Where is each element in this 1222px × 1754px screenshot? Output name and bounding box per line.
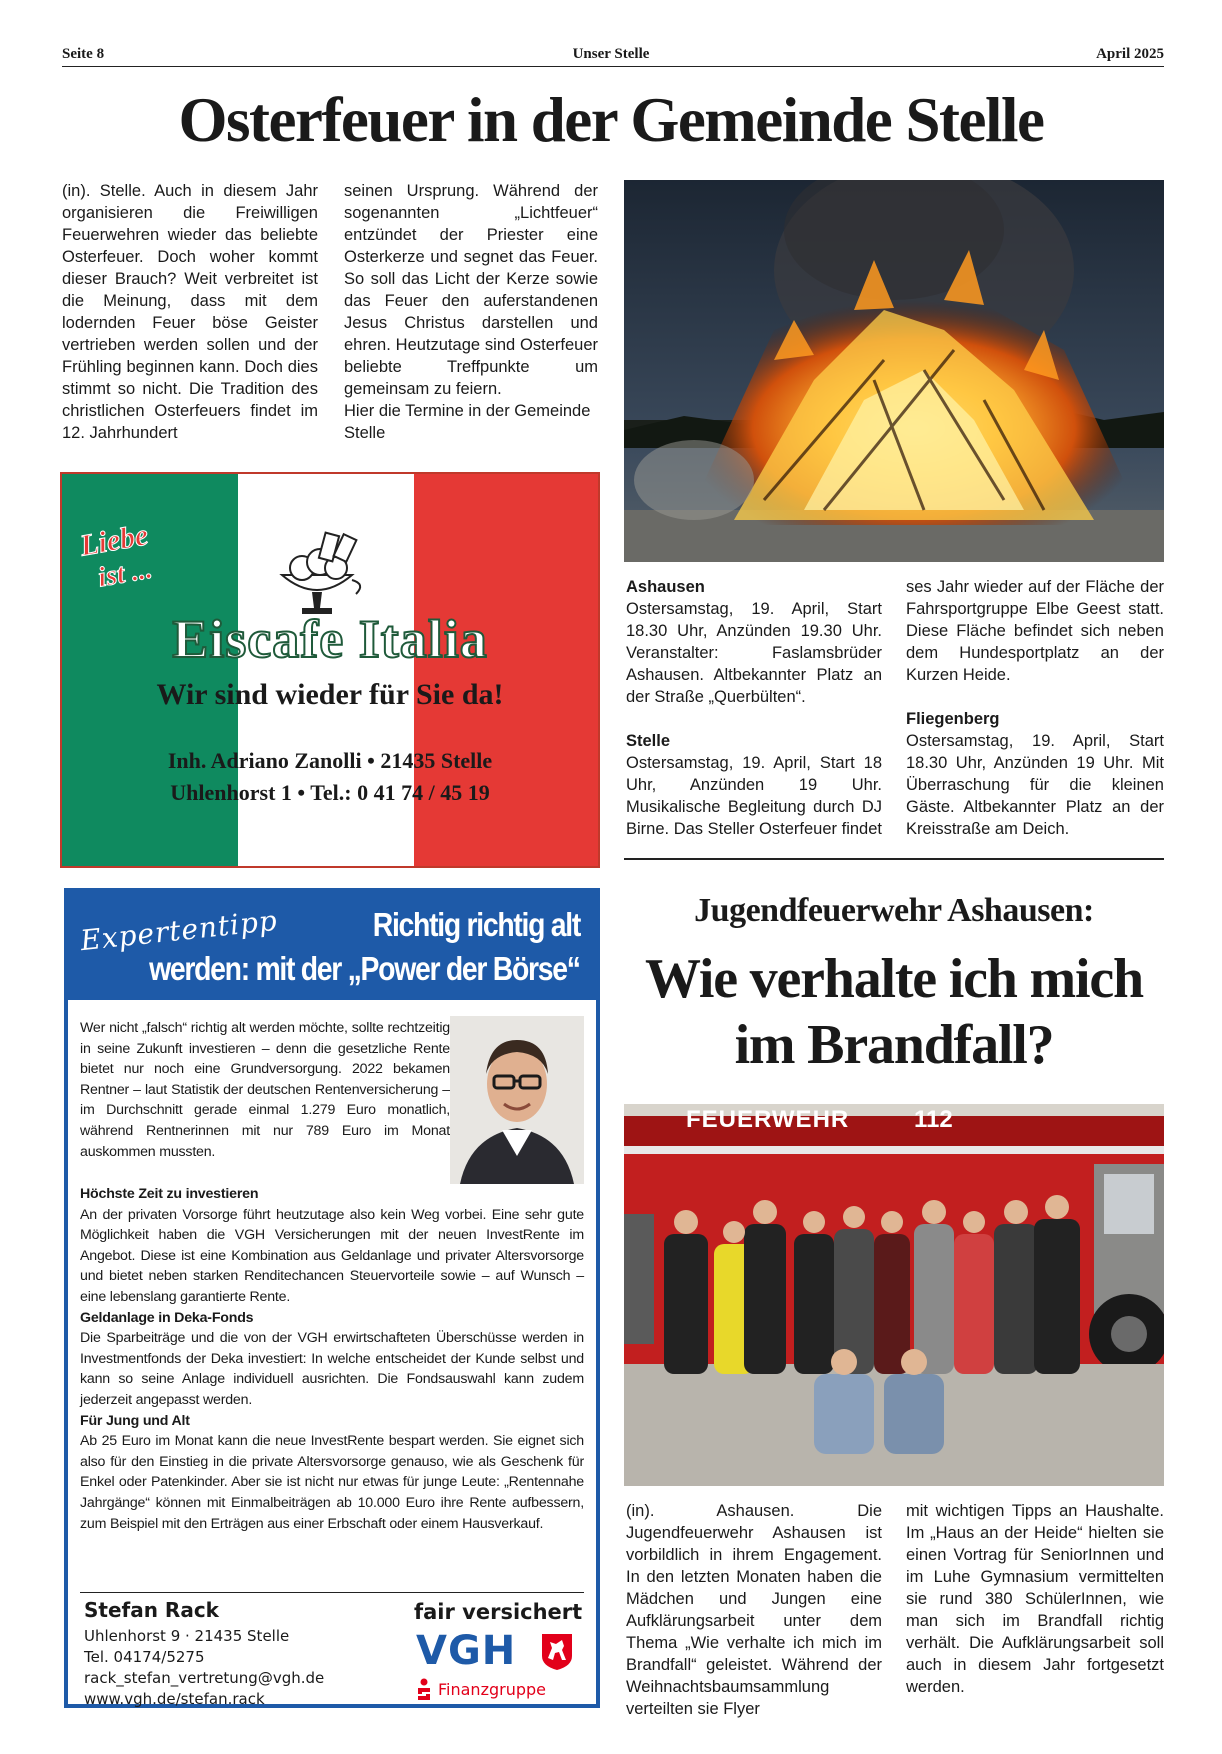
truck-number: 112 (914, 1106, 953, 1133)
article-column-2 (344, 180, 598, 444)
event-place: Ashausen (626, 578, 705, 596)
contact-website[interactable]: www.vgh.de/stefan.rack (84, 1690, 265, 1708)
expert-headline-2: werden: mit der „Power der Börse“ (149, 950, 580, 987)
event-place: Fliegenberg (906, 710, 1000, 728)
truck-lettering: FEUERWEHR (686, 1106, 850, 1133)
expert-section-text: Die Sparbeiträge und die von der VGH erwirtschafteten Überschüsse werden in Investmentfonds der Deka investiert: In welche entscheidet der Kunde selbst und kann so seine Anlage individuell ausrichten. Die Fondsauswahl kann zudem jederzeit angepasst werden. (80, 1330, 584, 1408)
contact-name: Stefan Rack (84, 1598, 219, 1622)
expert-section-title: Höchste Zeit zu investieren (80, 1186, 259, 1202)
expert-label: Expertentipp (78, 903, 280, 958)
article-paragraph: Hier die Termine in der Gemeinde Stelle (344, 402, 591, 442)
slogan-line-2: ist ... (95, 553, 155, 594)
expert-intro: Wer nicht „falsch“ richtig alt werden möchte, sollte rechtzeitig in seine Zukunft investieren – denn die gesetzliche Rente bietet nur noch eine Grundversorgung. 2022 bekamen Rentner – laut Statistik der deutschen Rentenversicherung – im Durchschnitt gerade einmal 1.279 Euro monatlich, während Rentnerinnen mit nur 789 Euro im Monat auskommen mussten. (80, 1020, 450, 1160)
easter-fire-photo (624, 180, 1164, 562)
expert-section-text: An der privaten Vorsorge führt heutzutage also kein Weg vorbei. Eine sehr gute Möglichkeit haben die VGH Versicherungen mit der neuen InvestRente im Angebot. Diese ist eine Kombination aus Geldanlage und privater Altersvorsorge und bietet neben starken Renditechancen Steuervorteile sowie – auf Wunsch – eine lebenslang garantierte Rente. (80, 1206, 584, 1305)
advisor-portrait (450, 1016, 584, 1184)
expert-section-title: Für Jung und Alt (80, 1412, 190, 1429)
paper-name: Unser Stelle (572, 46, 650, 62)
eiscafe-ad (60, 472, 600, 868)
flag-red-stripe (414, 474, 598, 866)
vgh-logo: VGH (416, 1628, 517, 1674)
article2-column-2: mit wichtigen Tipps an Haushalte. Im „Haus an der Heide“ hielten sie einen Vortrag für SeniorInnen und im Luhe Gymnasium vermittelten sie rund 380 SchülerInnen, wie man sich im Brandfall richtig verhält. Die Aufklärungsarbeit soll auch in diesem Jahr fortgesetzt werden. (906, 1502, 1164, 1696)
expert-section-text: Ab 25 Euro im Monat kann die neue InvestRente bespart werden. Sie eignet sich also für den Einstieg in die private Altersvorsorge genauso, wie als Geschenk für Enkel oder Patenkinder. Aber sie ist nicht nur etwas für junge Leute: „Rentennahe Jahrgänge“ können mit Einmalbeiträgen ab 10.000 Euro ihre Rente aufbessern, zum Beispiel mit den Erträgen aus einer Erbschaft oder einem Hausverkauf. (80, 1433, 584, 1532)
ice-cup-icon (262, 530, 372, 620)
header-rule (62, 66, 1164, 67)
brand-group: Finanzgruppe (438, 1680, 546, 1699)
expert-section-title: Geldanlage in Deka-Fonds (80, 1309, 254, 1326)
article-paragraph: (in). Stelle. Auch in diesem Jahr organisieren die Freiwilligen Feuerwehren wieder das beliebte Osterfeuer. Doch woher kommt dieser Brauch? Weit verbreitet ist die Meinung, dass mit dem lodernden Feuer böse Geister vertrieben werden sollen und der Frühling beginnen kann. Doch dies stimmt so nicht. Die Tradition des christlichen Osterfeuers findet im 12. Jahrhundert (62, 182, 318, 442)
cafe-address: Uhlenhorst 1 • Tel.: 0 41 74 / 45 19 (170, 780, 490, 805)
youth-fire-brigade-photo (624, 1104, 1164, 1486)
contact-address: Uhlenhorst 9 · 21435 Stelle (84, 1627, 290, 1645)
article2-title (618, 946, 1170, 1078)
contact-rule (80, 1592, 584, 1593)
article-paragraph: seinen Ursprung. Während der sogenannten „Lichtfeuer“ entzündet der Priester eine Osterkerze und segnet das Feuer. So soll das Licht der Kerze sowie das Feuer den auferstandenen Jesus Christus darstellen und ehren. Heutzutage sind Osterfeuer beliebte Treffpunkte um gemeinsam zu feiern. (344, 182, 598, 398)
events-column-2: ses Jahr wieder auf der Fläche der Fahrsportgruppe Elbe Geest statt. Diese Fläche befindet sich neben dem Hundesportplatz an der Kurzen Heide. Fliegenberg Ostersamstag, 19. April, Start 18.30 Uhr, Anzünden 19 Uhr. Mit Überraschung für die kleinen Gäste. Altbekannter Platz an der Kreisstraße am Deich. (906, 578, 1164, 838)
article-title: Osterfeuer in der Gemeinde Stelle (178, 85, 1044, 155)
event-text: Ostersamstag, 19. April, Start 18.30 Uhr, Anzünden 19.30 Uhr. Veranstalter: Faslamsbrüder Ashausen. Altbekannter Platz an der Straße „Querbülten“. (626, 600, 882, 706)
event-place: Stelle (626, 732, 671, 750)
issue-date: April 2025 (1096, 46, 1164, 62)
event-text: Ostersamstag, 19. April, Start 18 Uhr, Anzünden 19 Uhr. Musikalische Begleitung durch DJ Birne. Das Steller Osterfeuer findet (626, 754, 882, 838)
expert-tip-box (64, 888, 600, 1708)
article2-kicker: Jugendfeuerwehr Ashausen: (694, 892, 1094, 929)
article2-column-1: (in). Ashausen. Die Jugendfeuerwehr Ashausen ist vorbildlich in ihrem Engagement. In den letzten Monaten haben die Mädchen und Jungen eine Aufklärungsarbeit unter dem Thema „Wie verhalte ich mich im Brandfall“ geleistet. Während der Weihnachtsbaumsammlung verteilten sie Flyer (626, 1502, 882, 1718)
event-text: Ostersamstag, 19. April, Start 18.30 Uhr, Anzünden 19 Uhr. Mit Überraschung für die kleinen Gäste. Altbekannter Platz an der Kreisstraße am Deich. (906, 732, 1164, 838)
contact-email[interactable]: rack_stefan_vertretung@vgh.de (84, 1669, 325, 1687)
cafe-owner: Inh. Adriano Zanolli • 21435 Stelle (167, 748, 493, 773)
page-number: Seite 8 (62, 46, 105, 62)
expert-headline-1: Richtig richtig alt (372, 906, 580, 943)
article2-title-line-2: im Brandfall? (734, 1014, 1054, 1076)
section-rule (624, 858, 1164, 860)
sparkasse-icon (416, 1678, 432, 1700)
article-column-1 (62, 180, 318, 444)
expert-sections (80, 1184, 584, 1534)
slogan-line-1: Liebe (77, 518, 151, 563)
events-column-1 (626, 576, 882, 840)
cafe-tagline: Wir sind wieder für Sie da! (156, 678, 504, 711)
brand-claim: fair versichert (414, 1600, 583, 1624)
article2-title-line-1: Wie verhalte ich mich (645, 948, 1143, 1010)
contact-details (84, 1626, 324, 1710)
contact-phone: Tel. 04174/5275 (84, 1648, 205, 1666)
cafe-name: Eiscafe Italia (172, 609, 488, 669)
horse-shield-icon (542, 1634, 572, 1670)
